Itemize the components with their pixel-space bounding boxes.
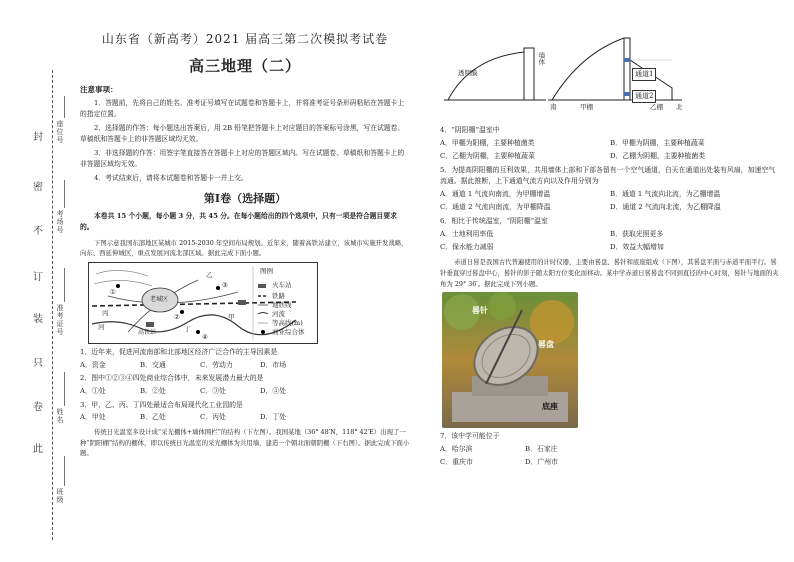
notice-item: 2．选择题的作答：每小题选出答案后，用 2B 铅笔把答题卡上对应题目的答案标号涂黑，写在试题卷、草稿纸和答题卡上的非答题区域均无效。	[80, 124, 405, 144]
option[interactable]: D．广州市	[525, 458, 559, 467]
question-3-stem: 3．甲、乙、丙、丁四处最适合布局现代化工业园的是	[80, 400, 243, 409]
option[interactable]: D．乙棚为阴棚，主要种植菌类	[610, 152, 706, 161]
passage-3: 赤道日晷是我国古代普遍使用的计时仪器，主要由晷盘、晷针和底座组成（下图），其晷盘平面与赤道平面平行。晷针垂直穿过晷盘中心，晷针的影子随太阳方位变化而移动。某中学赤道日晷晷盘不同到直径的中心时刻，晷针与地面的夹角为 29° 36′。据此完成下列小题。	[440, 258, 779, 288]
option[interactable]: B．通道 1 气流向北流，为乙棚增温	[610, 190, 721, 199]
legend-river-icon	[258, 312, 268, 314]
river-line	[92, 315, 296, 335]
question-1-stem: 1．近年来，促进河流南部和北部地区经济广泛合作的主导因素是	[80, 347, 278, 356]
sundial-photo	[442, 292, 578, 428]
question-6-options	[440, 227, 780, 253]
field-class: 班级	[56, 488, 64, 504]
label-channel-2: 通道2	[632, 90, 656, 103]
option[interactable]: B．石家庄	[525, 445, 558, 454]
greenhouse-svg	[440, 30, 780, 122]
map-label-jia: 甲	[228, 312, 235, 321]
option[interactable]: A．哈尔滨	[440, 445, 473, 454]
label-film: 透明膜	[458, 69, 478, 77]
legend-item: 等高线(m)	[272, 318, 303, 327]
field-line[interactable]	[64, 180, 65, 208]
field-line[interactable]	[64, 372, 65, 406]
field-line[interactable]	[64, 96, 65, 118]
passage-2: 传统日光温室多设计成“采光棚体+墙体围栏”的结构（下左图）。我国某地（36° 48′N，118° 42′E）出现了一种“阴阳棚”结构的棚体，即以传统日光温室的采光棚体为共用墙，建造一个朝北面朝阴棚（下右图）。据此完成下面小题。	[80, 428, 410, 458]
label-north: 北	[676, 103, 683, 111]
question-4-options	[440, 136, 780, 162]
channel-2-icon	[624, 92, 630, 96]
commercial-complex-icon	[216, 286, 220, 290]
map-label-station: 高铁站	[138, 328, 157, 336]
option[interactable]: A．通道 1 气流向南流，为甲棚增温	[440, 190, 551, 199]
option[interactable]: C．通道 2 气流向南流，为甲棚降温	[440, 203, 551, 212]
option[interactable]: C．劳动力	[200, 360, 233, 369]
question-6-stem: 6．相比于传统温室，“阴阳棚”温室	[440, 217, 548, 226]
question-4-stem: 4．“阴阳棚”温室中	[440, 126, 500, 134]
question-7-options	[440, 442, 610, 468]
legend-item: 铁路	[272, 291, 285, 300]
option[interactable]: A．土地利用率低	[440, 230, 494, 239]
label-south: 南	[550, 103, 557, 111]
train-station-icon	[238, 300, 246, 305]
notice	[80, 84, 410, 184]
section-title: 第Ⅰ卷（选择题）	[203, 191, 287, 205]
right-column	[440, 30, 780, 468]
section-desc: 本卷共 15 个小题，每小题 3 分，共 45 分。在每小题给出的四个选项中，只有一项是符合题目要求的。	[80, 211, 397, 232]
legend-complex-icon	[261, 330, 265, 334]
field-line[interactable]	[64, 456, 65, 486]
map-label-river: 河	[98, 322, 105, 331]
option[interactable]: B．甲棚为阴棚，主要种植蔬菜	[610, 139, 705, 148]
option[interactable]: C．重庆市	[440, 458, 473, 467]
label-needle: 晷针	[472, 305, 488, 316]
label-base: 底座	[542, 401, 558, 412]
legend-item: 火车站	[272, 280, 292, 289]
legend-title: 图例	[260, 266, 273, 275]
city-map-figure	[88, 262, 318, 344]
question-2-stem: 2．图中①②③④四处商业综合体中，未来发展潜力最大的是	[80, 374, 264, 383]
option[interactable]: C．保水能力减弱	[440, 243, 494, 252]
question-2-options	[80, 386, 410, 397]
option[interactable]: A．资金	[80, 360, 106, 369]
commercial-complex-icon	[116, 284, 120, 288]
binding-margin	[0, 0, 72, 562]
notice-item: 4．考试结束后，请将本试题卷和答题卡一并上交。	[94, 173, 248, 182]
notice-item: 1．答题前，先将自己的姓名、准考证号填写在试题卷和答题卡上，并将准考证号条形码粘贴在答题卡上的指定位置。	[80, 99, 405, 119]
subject-title: 高三地理（二）	[188, 56, 301, 75]
commercial-complex-icon	[180, 310, 184, 314]
margin-word: 此	[33, 444, 43, 455]
legend-item: 商业综合体	[272, 327, 305, 336]
question-3-options	[80, 412, 410, 423]
margin-word: 装	[33, 314, 43, 325]
map-label-3: ③	[222, 280, 228, 289]
map-label-4: ④	[202, 332, 208, 341]
option[interactable]: A．①处	[80, 386, 106, 395]
notice-item: 3．非选择题的作答：用签字笔直接答在答题卡上对应的答题区域内。写在试题卷、草稿纸和答题卡上的非答题区域均无效。	[80, 148, 405, 168]
field-exam-room: 考场号	[56, 210, 64, 234]
channel-1-icon	[624, 58, 630, 62]
train-station-icon	[146, 322, 154, 327]
option[interactable]: C．③处	[200, 386, 226, 395]
field-name: 姓名	[56, 408, 64, 424]
left-column	[80, 30, 410, 462]
question-7-stem: 7．该中学可能位于	[440, 432, 500, 441]
label-plate: 晷盘	[538, 339, 554, 350]
map-label-ding: 丁	[184, 324, 191, 333]
option[interactable]: C．丙处	[200, 413, 226, 422]
passage-1: 下图示意我国东部地区某城市 2015-2030 年空间布局规划。近年来，随着高铁站建立，该城市实施开发战略，向东、西延伸城区，重点发展河流北部区域。据此完成下面小题。	[80, 238, 408, 258]
exam-title: 山东省（新高考）2021 届高三第二次模拟考试卷	[101, 32, 389, 46]
option[interactable]: B．②处	[140, 386, 166, 395]
option[interactable]: D．丁处	[260, 413, 287, 422]
option[interactable]: B．获取光照更多	[610, 230, 664, 239]
question-5-options	[440, 187, 780, 213]
notice-heading: 注意事项：	[80, 84, 118, 94]
map-label-yi: 乙	[206, 270, 213, 279]
greenhouse-figure	[440, 30, 780, 122]
margin-word: 封	[33, 132, 43, 143]
map-label-bing: 丙	[102, 308, 109, 317]
foliage	[488, 292, 516, 320]
option[interactable]: D．通道 2 气流向北流，为乙棚降温	[610, 203, 721, 212]
yang-arch	[552, 38, 624, 100]
option[interactable]: B．交通	[140, 360, 166, 369]
label-yi-shed: 乙棚	[650, 103, 663, 111]
field-ticket-number: 准考证号	[56, 304, 64, 336]
contour-line	[94, 280, 152, 286]
field-seat-number: 座位号	[56, 120, 64, 144]
margin-word: 密	[33, 182, 43, 193]
legend-item: 河流	[272, 309, 285, 318]
margin-word: 只	[33, 358, 43, 369]
question-5-stem: 5．为提高阴阳棚的互利效果，共用墙体上部和下部各留有一个空气通道，白天在通道出处装有风扇，加速空气流通。据此推断，上下通道气流方向以及作用分别为	[440, 166, 776, 186]
map-label-old-city: 老城区	[150, 295, 169, 303]
option[interactable]: D．④处	[260, 386, 287, 395]
map-label-2: ②	[174, 312, 180, 321]
option[interactable]: A．甲处	[80, 413, 106, 422]
label-channel-1: 通道1	[632, 68, 656, 81]
option[interactable]: C．乙棚为阴棚，主要种植蔬菜	[440, 152, 535, 161]
map-label-1: ①	[110, 287, 116, 296]
option[interactable]: A．甲棚为阳棚，主要种植菌类	[440, 139, 535, 148]
contour-line	[96, 270, 148, 276]
margin-word: 卷	[33, 402, 43, 413]
label-jia-shed: 甲棚	[580, 103, 593, 111]
binding-dash-line	[52, 70, 53, 540]
label-wall: 墙体	[537, 52, 546, 65]
field-line[interactable]	[64, 268, 65, 302]
margin-word: 不	[33, 226, 43, 237]
shared-wall	[624, 38, 630, 100]
legend-item: 地铁线	[272, 300, 292, 309]
commercial-complex-icon	[196, 330, 200, 334]
wall-block	[524, 48, 534, 100]
option[interactable]: B．乙处	[140, 413, 166, 422]
option[interactable]: D．市场	[260, 360, 287, 369]
option[interactable]: D．效益大幅增加	[610, 243, 664, 252]
question-1-options	[80, 360, 410, 371]
margin-word: 订	[33, 272, 43, 283]
legend-train-icon	[258, 284, 266, 288]
